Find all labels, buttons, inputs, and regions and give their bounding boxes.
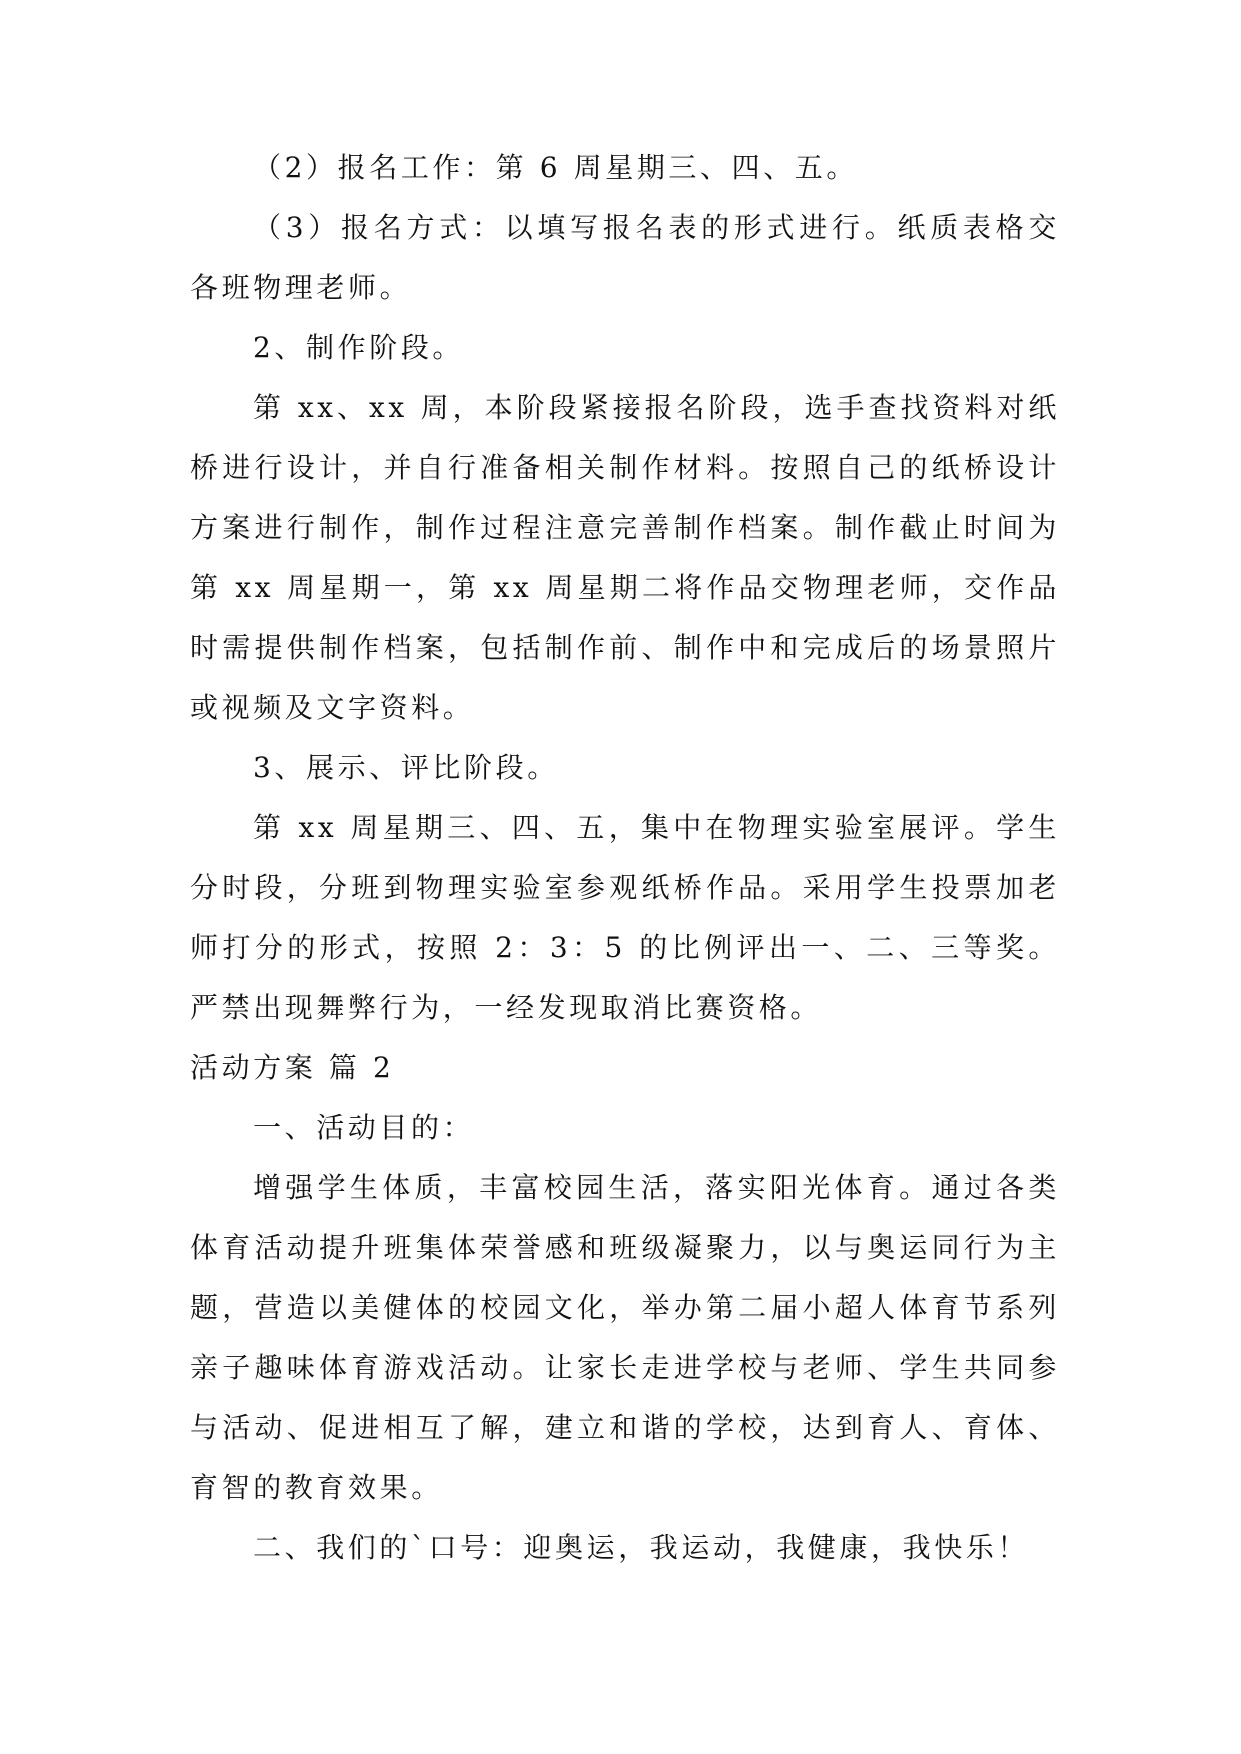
paragraph-purpose-title: 一、活动目的：	[253, 1111, 475, 1144]
paragraph-production-stage-title: 2、制作阶段。	[253, 331, 465, 364]
paragraph-display-stage-title: 3、展示、评比阶段。	[253, 751, 559, 784]
document-body	[190, 138, 1060, 1578]
paragraph-slogan: 二、我们的`口号：迎奥运，我运动，我健康，我快乐！	[253, 1531, 1030, 1564]
paragraph-registration-work: （2）报名工作：第 6 周星期三、四、五。	[253, 151, 859, 184]
paragraph-registration-method: （3）报名方式：以填写报名表的形式进行。纸质表格交各班物理老师。	[190, 211, 1060, 304]
paragraph-display-stage-body: 第 xx 周星期三、四、五，集中在物理实验室展评。学生分时段，分班到物理实验室参观纸桥作品。采用学生投票加老师打分的形式，按照 2：3：5 的比例评出一、二、三等奖。严禁出现舞弊行为，一经发现取消比赛资格。	[190, 811, 1060, 1024]
paragraph-purpose-body: 增强学生体质，丰富校园生活，落实阳光体育。通过各类体育活动提升班集体荣誉感和班级凝聚力，以与奥运同行为主题，营造以美健体的校园文化，举办第二届小超人体育节系列亲子趣味体育游戏活动。让家长走进学校与老师、学生共同参与活动、促进相互了解，建立和谐的学校，达到育人、育体、育智的教育效果。	[190, 1171, 1060, 1504]
paragraph-production-stage-body: 第 xx、xx 周，本阶段紧接报名阶段，选手查找资料对纸桥进行设计，并自行准备相关制作材料。按照自己的纸桥设计方案进行制作，制作过程注意完善制作档案。制作截止时间为第 xx 周星期一，第 xx 周星期二将作品交物理老师，交作品时需提供制作档案，包括制作前、制作中和完成后的场景照片或视频及文字资料。	[190, 391, 1060, 724]
section-heading: 活动方案 篇 2	[190, 1051, 395, 1084]
